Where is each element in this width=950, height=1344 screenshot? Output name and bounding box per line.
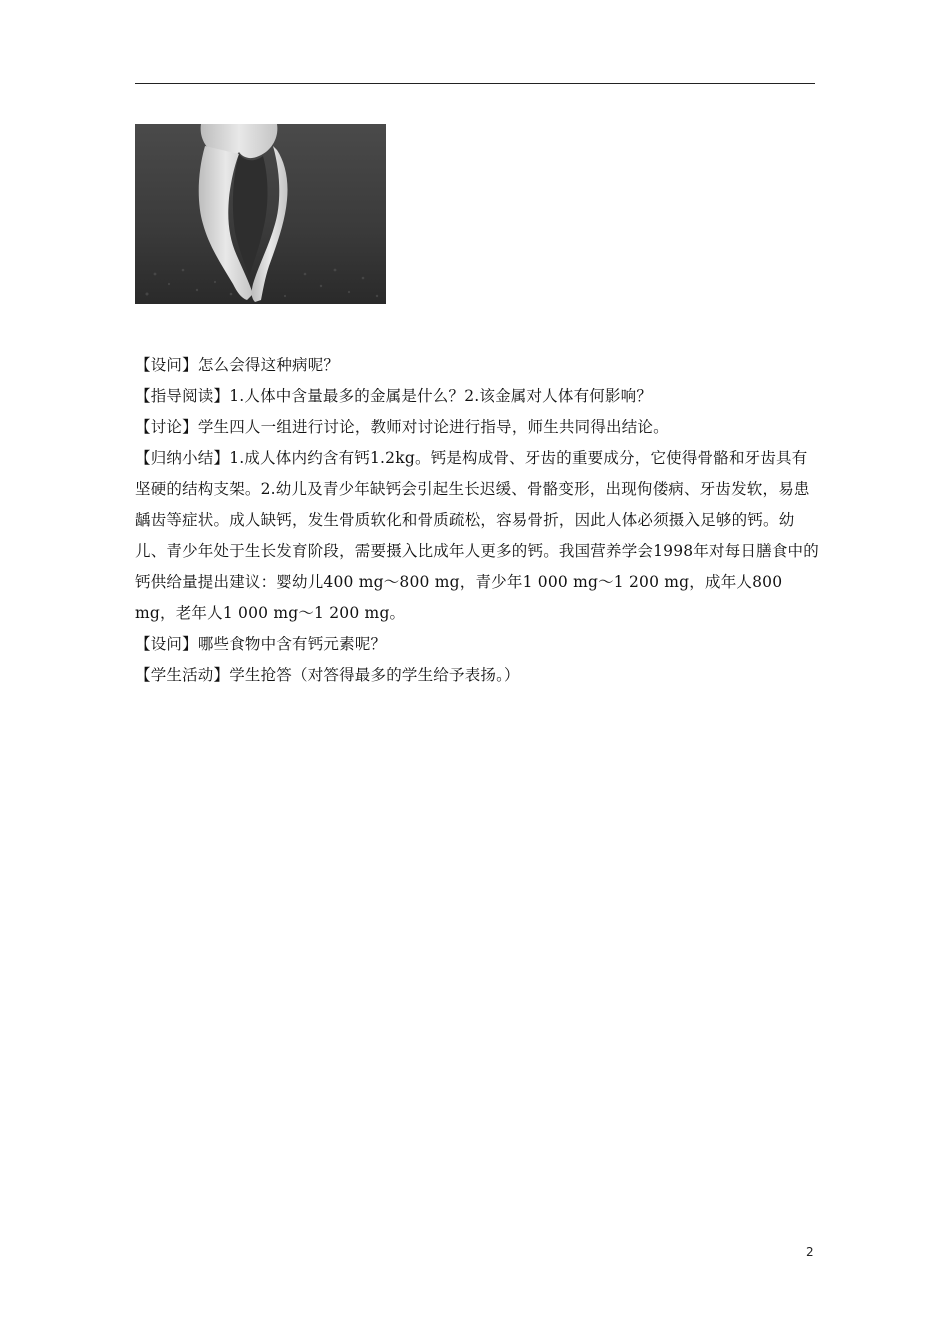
paragraph-text: 怎么会得这种病呢？: [197, 356, 340, 374]
paragraph-question-2: [135, 629, 819, 660]
section-tag: 【学生活动】: [135, 666, 230, 684]
paragraph-summary: [135, 443, 819, 629]
header-rule: [135, 83, 815, 84]
paragraph-question-1: [135, 350, 819, 381]
paragraph-text: 哪些食物中含有钙元素呢？: [197, 635, 387, 653]
paragraph-student-activity: [135, 660, 819, 691]
page-number: 2: [806, 1245, 814, 1259]
section-tag: 【讨论】: [135, 418, 198, 436]
paragraph-guided-reading: [135, 381, 819, 412]
paragraph-discussion: [135, 412, 819, 443]
section-tag: 【指导阅读】: [135, 387, 230, 405]
paragraph-text: 学生四人一组进行讨论，教师对讨论进行指导，师生共同得出结论。: [197, 418, 669, 436]
paragraph-text: 学生抢答（对答得最多的学生给予表扬。）: [229, 666, 520, 684]
paragraph-text: 1.人体中含量最多的金属是什么？2.该金属对人体有何影响？: [229, 387, 653, 405]
section-tag: 【设问】: [135, 356, 198, 374]
section-tag: 【设问】: [135, 635, 198, 653]
lesson-body: [135, 350, 819, 691]
rickets-legs-photo: [135, 124, 386, 304]
section-tag: 【归纳小结】: [135, 449, 230, 467]
paragraph-text: 1.成人体内约含有钙1.2kg。钙是构成骨、牙齿的重要成分，它使得骨骼和牙齿具有坚硬的结构支架。2.幼儿及青少年缺钙会引起生长迟缓、骨骼变形，出现佝偻病、牙齿发软，易患龋齿等症状。成人缺钙，发生骨质软化和骨质疏松，容易骨折，因此人体必须摄入足够的钙。幼儿、青少年处于生长发育阶段，需要摄入比成年人更多的钙。我国营养学会1998年对每日膳食中的钙供给量提出建议：婴幼儿400 mg～800 mg，青少年1 000 mg～1 200 mg，成年人800 mg，老年人1 000 mg～1 200 mg。: [135, 449, 819, 622]
